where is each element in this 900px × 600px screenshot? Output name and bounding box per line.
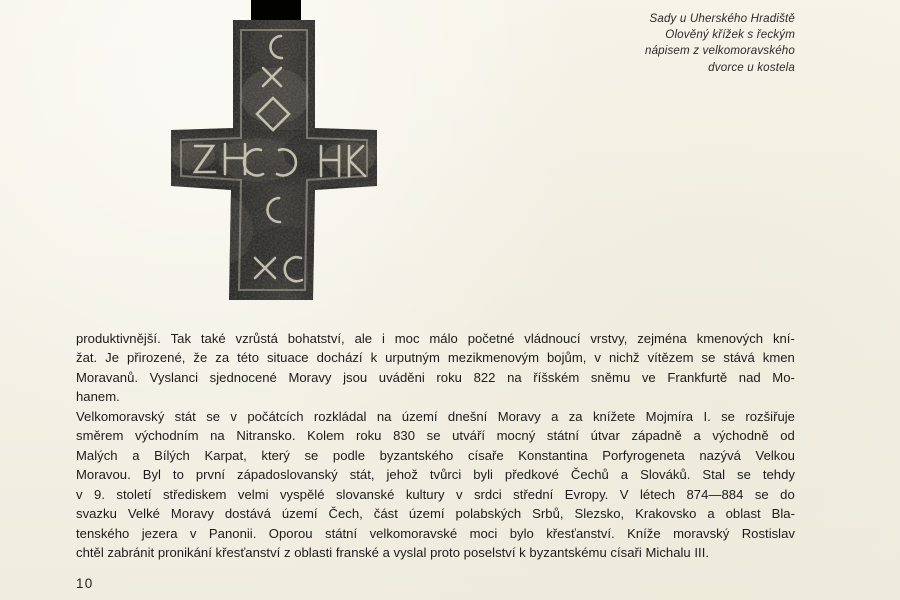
text-line: Malých a Bílých Karpat, který se podle byzantského císaře Konstantina Porfyrogeneta nazývá Velkou	[76, 447, 795, 463]
body-text	[76, 329, 795, 562]
text-line: produktivnější. Tak také vzrůstá bohatství, ale i moc málo početné vládnoucí vrstvy, zejména kmenových kní-	[76, 331, 795, 346]
lead-cross-photograph	[163, 0, 385, 315]
caption-line: nápisem z velkomoravského	[644, 44, 795, 58]
text-line: Moravanů. Vyslanci sjednocené Moravy jsou uváděni roku 822 na říšském sněmu ve Frankfurtě nad Mo-	[76, 369, 795, 385]
cross-image-area	[163, 0, 385, 315]
text-line: svazku Velké Moravy dostává území Čech, část území polabských Srbů, Slezsko, Krakovsko a oblast Bla-	[76, 506, 795, 522]
caption-line: dvorce u kostela	[708, 60, 795, 74]
caption-line: Olověný křížek s řeckým	[665, 28, 795, 42]
text-line: žat. Je přirozené, že za této situace dochází k urputným mezikmenovým bojům, v nichž vítězem se stává kmen	[76, 350, 795, 366]
text-line: chtěl zabránit pronikání křesťanství z oblasti franské a vyslal proto poselství k byzantskému císaři Michalu III.	[76, 544, 710, 560]
paragraph-2	[76, 407, 795, 563]
figure-caption	[495, 11, 795, 76]
paragraph-1	[76, 329, 795, 407]
text-line: hanem.	[76, 389, 120, 405]
text-line: směrem východním na Nitransko. Kolem roku 830 se utváří mocný státní útvar západně a východně od	[76, 428, 795, 444]
text-line: v 9. století střediskem velmi vyspělé slovanské kultury v srdci střední Evropy. V létech 874—884 se do	[76, 486, 795, 502]
caption-line: Sady u Uherského Hradiště	[649, 12, 795, 25]
text-line: Moravou. Byl to první západoslovanský stát, jehož tvůrci byli předkové Čechů a Slováků. Stal se tehdy	[76, 467, 795, 483]
suspension-loop	[251, 0, 301, 22]
page-number: 10	[76, 576, 94, 591]
text-line: tenského jezera v Panonii. Oporou státní velkomoravské moci bylo křesťanství. Kníže moravský Rostislav	[76, 525, 795, 541]
text-line: Velkomoravský stát se v počátcích rozkládal na území dnešní Moravy a za knížete Mojmíra I. se rozšiřuje	[76, 408, 795, 424]
cross-illustration	[163, 0, 385, 315]
